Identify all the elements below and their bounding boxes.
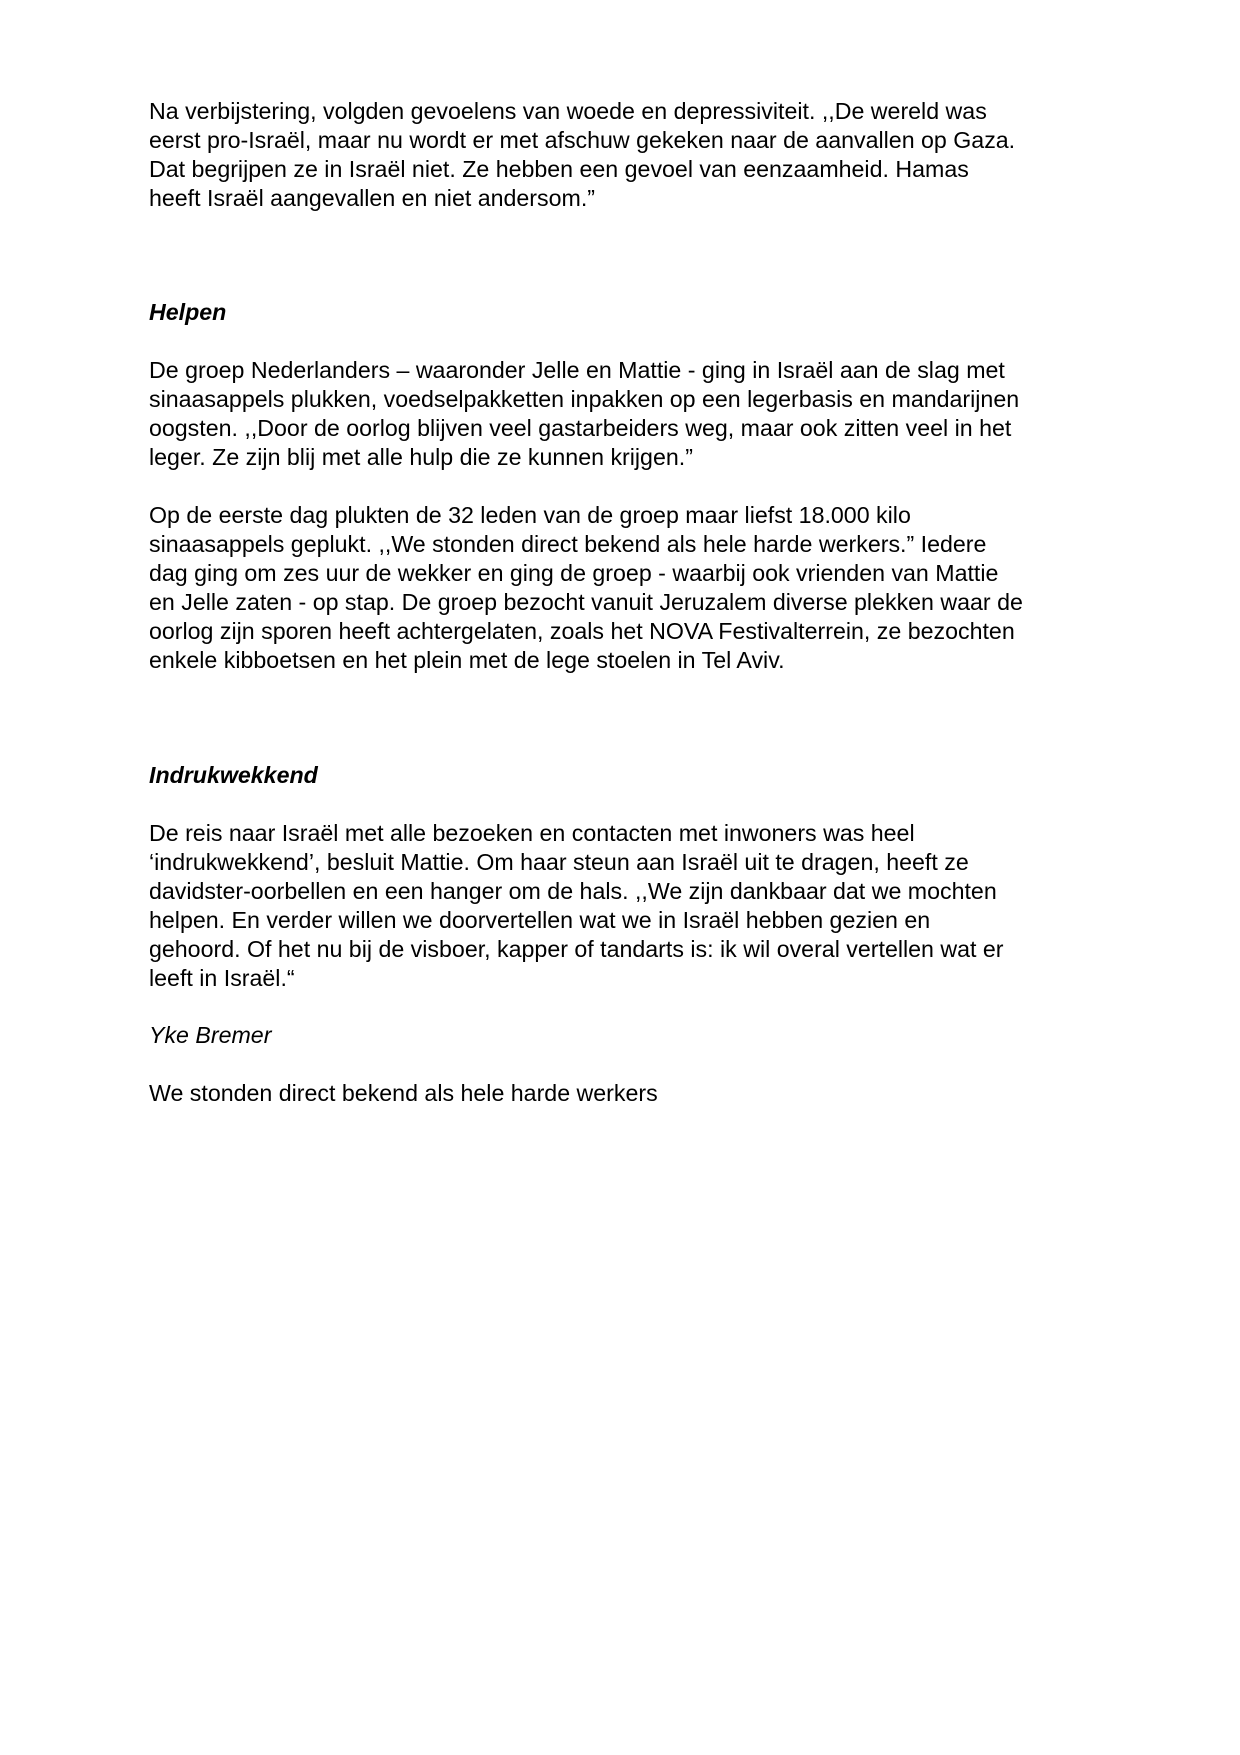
helpen-paragraph-2 <box>149 501 1109 675</box>
paragraph-line: Op de eerste dag plukten de 32 leden van de groep maar liefst 18.000 kilo <box>149 502 911 528</box>
intro-line: Dat begrijpen ze in Israël niet. Ze hebben een gevoel van eenzaamheid. Hamas <box>149 156 969 182</box>
indrukwekkend-paragraph-1 <box>149 819 1109 993</box>
intro-line: eerst pro-Israël, maar nu wordt er met afschuw gekeken naar de aanvallen op Gaza. <box>149 127 1016 153</box>
paragraph-line: enkele kibboetsen en het plein met de lege stoelen in Tel Aviv. <box>149 647 785 673</box>
paragraph-line: en Jelle zaten - op stap. De groep bezocht vanuit Jeruzalem diverse plekken waar de <box>149 589 1023 615</box>
author-byline: Yke Bremer <box>149 1022 272 1048</box>
paragraph-line: helpen. En verder willen we doorvertellen wat we in Israël hebben gezien en <box>149 907 931 933</box>
paragraph-line: dag ging om zes uur de wekker en ging de groep - waarbij ook vrienden van Mattie <box>149 560 999 586</box>
paragraph-line: gehoord. Of het nu bij de visboer, kapper of tandarts is: ik wil overal vertellen wat er <box>149 936 1004 962</box>
paragraph-line: davidster-oorbellen en een hanger om de hals. ,,We zijn dankbaar dat we mochten <box>149 878 997 904</box>
helpen-paragraph-1 <box>149 356 1109 472</box>
paragraph-line: ‘indrukwekkend’, besluit Mattie. Om haar steun aan Israël uit te dragen, heeft ze <box>149 849 969 875</box>
section-heading-indrukwekkend: Indrukwekkend <box>149 762 318 788</box>
intro-paragraph <box>149 97 1109 213</box>
paragraph-line: sinaasappels plukken, voedselpakketten inpakken op een legerbasis en mandarijnen <box>149 386 1020 412</box>
paragraph-line: leeft in Israël.“ <box>149 965 295 991</box>
intro-line: heeft Israël aangevallen en niet andersom.” <box>149 185 595 211</box>
paragraph-line: oogsten. ,,Door de oorlog blijven veel gastarbeiders weg, maar ook zitten veel in het <box>149 415 1012 441</box>
paragraph-line: De reis naar Israël met alle bezoeken en contacten met inwoners was heel <box>149 820 915 846</box>
pull-quote: We stonden direct bekend als hele harde werkers <box>149 1080 658 1106</box>
section-heading-helpen: Helpen <box>149 299 227 325</box>
paragraph-line: leger. Ze zijn blij met alle hulp die ze kunnen krijgen.” <box>149 444 693 470</box>
paragraph-line: De groep Nederlanders – waaronder Jelle en Mattie - ging in Israël aan de slag met <box>149 357 1005 383</box>
paragraph-line: oorlog zijn sporen heeft achtergelaten, zoals het NOVA Festivalterrein, ze bezochten <box>149 618 1015 644</box>
paragraph-line: sinaasappels geplukt. ,,We stonden direct bekend als hele harde werkers.” Iedere <box>149 531 987 557</box>
intro-line: Na verbijstering, volgden gevoelens van woede en depressiviteit. ,,De wereld was <box>149 98 987 124</box>
